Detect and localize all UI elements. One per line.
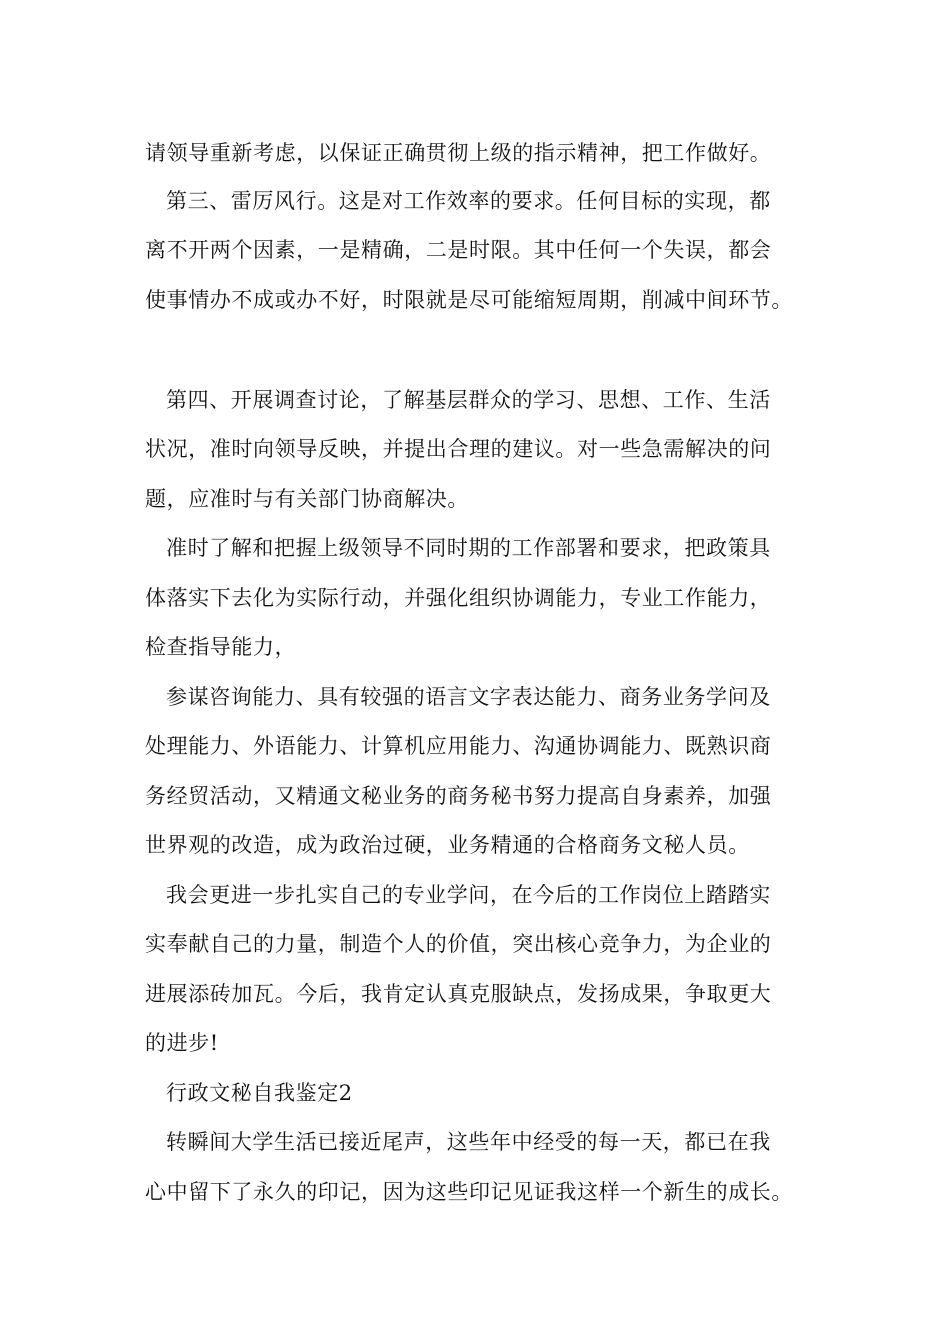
text-line: 心中留下了永久的印记，因为这些印记见证我这样一个新生的成长。 bbox=[145, 1180, 793, 1204]
paragraph-start: 我会更进一步扎实自己的专业学问，在今后的工作岗位上踏踏实 bbox=[166, 883, 771, 907]
text-line: 实奉献自己的力量，制造个人的价值，突出核心竞争力，为企业的 bbox=[145, 932, 772, 956]
text-line: 题，应准时与有关部门协商解决。 bbox=[145, 487, 469, 511]
paragraph-start: 第三、雷厉风行。这是对工作效率的要求。任何目标的实现，都 bbox=[166, 189, 771, 213]
text-line: 状况，准时向领导反映，并提出合理的建议。对一些急需解决的问 bbox=[145, 437, 772, 461]
text-line: 处理能力、外语能力、计算机应用能力、沟通协调能力、既熟识商 bbox=[145, 734, 772, 758]
text-line: 请领导重新考虑，以保证正确贯彻上级的指示精神，把工作做好。 bbox=[145, 141, 772, 165]
text-line: 离不开两个因素，一是精确，二是时限。其中任何一个失误，都会 bbox=[145, 238, 772, 262]
text-line: 的进步! bbox=[145, 1031, 219, 1055]
text-line: 进展添砖加瓦。今后，我肯定认真克服缺点，发扬成果，争取更大 bbox=[145, 982, 772, 1006]
section-heading: 行政文秘自我鉴定2 bbox=[166, 1081, 353, 1105]
text-line: 检查指导能力， bbox=[145, 635, 297, 659]
text-line: 务经贸活动，又精通文秘业务的商务秘书努力提高自身素养，加强 bbox=[145, 784, 772, 808]
text-line: 使事情办不成或办不好，时限就是尽可能缩短周期，削减中间环节。 bbox=[145, 288, 793, 312]
paragraph-start: 参谋咨询能力、具有较强的语言文字表达能力、商务业务学问及 bbox=[166, 685, 771, 709]
paragraph-start: 第四、开展调查讨论，了解基层群众的学习、思想、工作、生活 bbox=[166, 388, 771, 412]
text-line: 世界观的改造，成为政治过硬，业务精通的合格商务文秘人员。 bbox=[145, 833, 750, 857]
paragraph-start: 准时了解和把握上级领导不同时期的工作部署和要求，把政策具 bbox=[166, 536, 771, 560]
text-line: 体落实下去化为实际行动，并强化组织协调能力，专业工作能力， bbox=[145, 586, 772, 610]
paragraph-start: 转瞬间大学生活已接近尾声，这些年中经受的每一天，都已在我 bbox=[166, 1130, 771, 1154]
